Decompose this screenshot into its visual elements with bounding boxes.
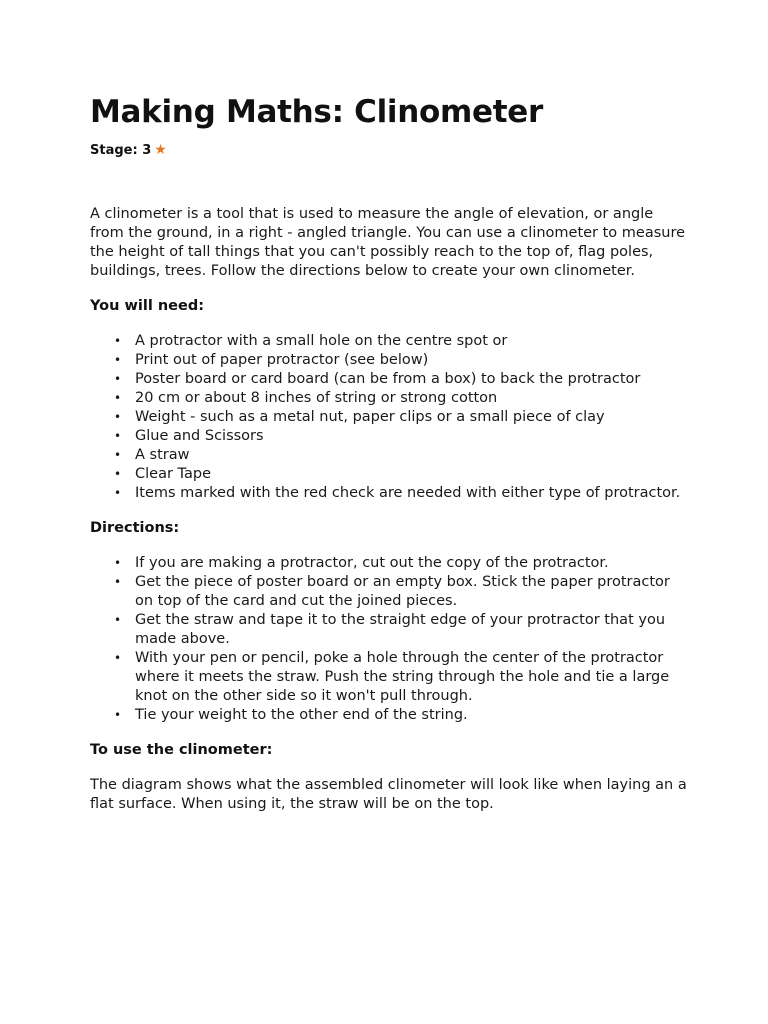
bullet-icon: • xyxy=(114,334,122,348)
list-item-text: Poster board or card board (can be from a box) to back the protractor xyxy=(135,371,641,387)
list-item xyxy=(114,706,690,725)
bullet-icon: • xyxy=(114,410,122,424)
bullet-icon: • xyxy=(114,467,122,481)
bullet-icon: • xyxy=(114,613,122,627)
bullet-icon: • xyxy=(114,651,122,665)
list-item xyxy=(114,408,690,427)
bullet-icon: • xyxy=(114,448,122,462)
list-item xyxy=(114,351,690,370)
list-item xyxy=(114,332,690,351)
list-item-text: Print out of paper protractor (see below) xyxy=(135,352,429,368)
stage-text: Stage: 3 xyxy=(90,143,152,158)
bullet-icon: • xyxy=(114,575,122,589)
list-item xyxy=(114,427,690,446)
page-title: Making Maths: Clinometer xyxy=(90,94,543,130)
list-item-text: Tie your weight to the other end of the string. xyxy=(135,707,468,723)
bullet-icon: • xyxy=(114,708,122,722)
list-item-text: A straw xyxy=(135,447,190,463)
stage-label xyxy=(90,142,690,159)
directions-list xyxy=(90,554,690,725)
list-item-text: 20 cm or about 8 inches of string or strong cotton xyxy=(135,390,498,406)
list-item-text: Items marked with the red check are needed with either type of protractor. xyxy=(135,485,681,501)
list-item xyxy=(114,465,690,484)
list-item xyxy=(114,611,690,649)
document-page xyxy=(90,92,690,814)
list-item-text: Get the straw and tape it to the straight edge of your protractor that you made above. xyxy=(135,612,666,647)
list-item xyxy=(114,484,690,503)
directions-heading: Directions: xyxy=(90,520,180,536)
bullet-icon: • xyxy=(114,429,122,443)
usage-paragraph: The diagram shows what the assembled clinometer will look like when laying an a flat surface. When using it, the straw will be on the top. xyxy=(90,777,687,812)
list-item xyxy=(114,649,690,706)
list-item xyxy=(114,370,690,389)
list-item-text: With your pen or pencil, poke a hole through the center of the protractor where it meets the straw. Push the string through the hole and tie a large knot on the other side so it won't pull through. xyxy=(135,650,670,704)
list-item xyxy=(114,573,690,611)
list-item-text: A protractor with a small hole on the centre spot or xyxy=(135,333,508,349)
list-item-text: If you are making a protractor, cut out the copy of the protractor. xyxy=(135,555,609,571)
bullet-icon: • xyxy=(114,391,122,405)
list-item xyxy=(114,554,690,573)
list-item-text: Get the piece of poster board or an empty box. Stick the paper protractor on top of the card and cut the joined pieces. xyxy=(135,574,670,609)
bullet-icon: • xyxy=(114,486,122,500)
list-item xyxy=(114,389,690,408)
star-icon: ★ xyxy=(154,142,167,158)
bullet-icon: • xyxy=(114,353,122,367)
needs-heading: You will need: xyxy=(90,298,205,314)
list-item xyxy=(114,446,690,465)
bullet-icon: • xyxy=(114,556,122,570)
intro-paragraph: A clinometer is a tool that is used to measure the angle of elevation, or angle from the ground, in a right - angled triangle. You can use a clinometer to measure the height of tall things that you can't possibly reach to the top of, flag poles, buildings, trees. Follow the directions below to create your own clinometer. xyxy=(90,206,686,279)
needs-list xyxy=(90,332,690,503)
list-item-text: Weight - such as a metal nut, paper clips or a small piece of clay xyxy=(135,409,605,425)
list-item-text: Glue and Scissors xyxy=(135,428,264,444)
usage-heading: To use the clinometer: xyxy=(90,742,273,758)
list-item-text: Clear Tape xyxy=(135,466,211,482)
bullet-icon: • xyxy=(114,372,122,386)
